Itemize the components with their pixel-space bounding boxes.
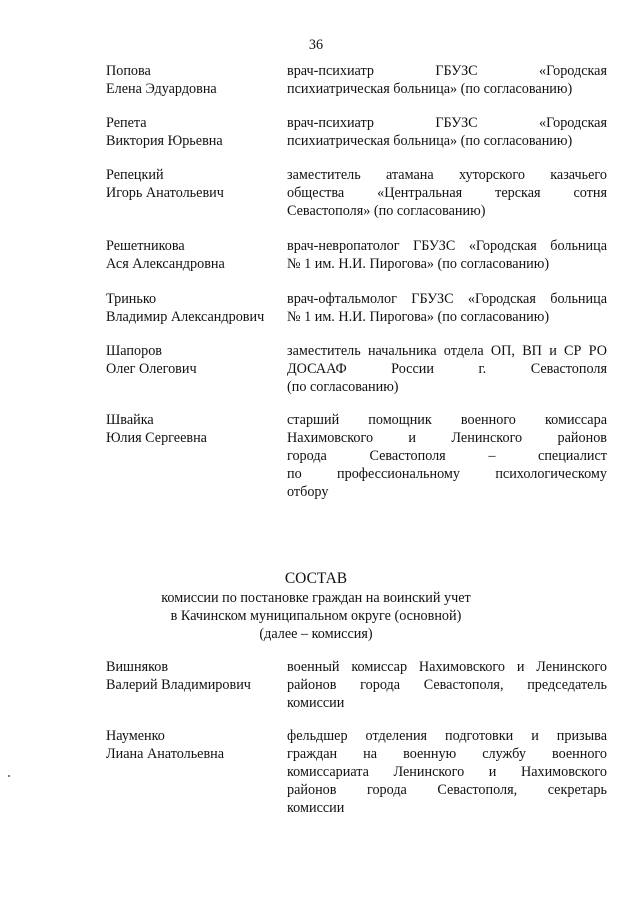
member-name [106,342,281,378]
role-line: фельдшер отделения подготовки и призыва [287,728,607,744]
member-surname: Швайка [106,412,154,428]
member-role [287,290,607,326]
member-role [287,342,607,396]
section-heading [0,569,632,643]
role-line: общества «Центральная терская сотня [287,185,607,201]
role-line: комиссии [287,695,345,711]
role-line: по профессиональному психологическому [287,466,607,482]
role-line: старший помощник военного комиссара [287,412,607,428]
role-line: врач-психиатр ГБУЗС «Городская [287,115,607,131]
role-line: граждан на военную службу военного [287,746,607,762]
member-name [106,237,281,273]
role-line: военный комиссар Нахимовского и Ленинского [287,659,607,675]
member-given-names: Игорь Анатольевич [106,185,224,201]
heading-title: СОСТАВ [284,570,348,587]
role-line: психиатрическая больница» (по согласованию) [287,133,573,149]
role-line: Нахимовского и Ленинского районов [287,430,607,446]
member-given-names: Виктория Юрьевна [106,133,223,149]
member-given-names: Юлия Сергеевна [106,430,207,446]
heading-line: в Качинском муниципальном округе (основной) [170,608,462,624]
member-role [287,658,607,712]
role-line: № 1 им. Н.И. Пирогова» (по согласованию) [287,309,550,325]
member-role [287,411,607,501]
member-name [106,658,281,694]
member-surname: Науменко [106,728,165,744]
role-line: № 1 им. Н.И. Пирогова» (по согласованию) [287,256,550,272]
role-line: врач-невропатолог ГБУЗС «Городская больница [287,238,607,254]
role-line: заместитель атамана хуторского казачьего [287,167,607,183]
member-surname: Попова [106,63,151,79]
page-number: 36 [308,37,324,53]
heading-line: комиссии по постановке граждан на воинский учет [161,590,471,606]
member-role [287,62,607,98]
member-given-names: Валерий Владимирович [106,677,251,693]
member-surname: Шапоров [106,343,162,359]
member-role [287,237,607,273]
member-role [287,166,607,220]
member-surname: Репецкий [106,167,164,183]
member-given-names: Ася Александровна [106,256,225,272]
role-line: врач-офтальмолог ГБУЗС «Городская больница [287,291,607,307]
member-name [106,411,281,447]
member-name [106,290,281,326]
role-line: (по согласованию) [287,379,399,395]
role-line: заместитель начальника отдела ОП, ВП и СР РО [287,343,607,359]
heading-line: (далее – комиссия) [259,626,373,642]
member-given-names: Лиана Анатольевна [106,746,225,762]
role-line: отбору [287,484,329,500]
member-surname: Репета [106,115,147,131]
member-given-names: Елена Эдуардовна [106,81,217,97]
member-surname: Тринько [106,291,157,307]
member-surname: Вишняков [106,659,169,675]
member-name [106,114,281,150]
role-line: районов города Севастополя, секретарь [287,782,607,798]
role-line: города Севастополя – специалист [287,448,607,464]
member-role [287,114,607,150]
role-line: врач-психиатр ГБУЗС «Городская [287,63,607,79]
member-given-names: Владимир Александрович [106,309,265,325]
member-name [106,62,281,98]
member-name [106,727,281,763]
role-line: комиссариата Ленинского и Нахимовского [287,764,607,780]
role-line: Севастополя» (по согласованию) [287,203,486,219]
member-name [106,166,281,202]
role-line: районов города Севастополя, председатель [287,677,607,693]
member-surname: Решетникова [106,238,185,254]
scan-speck [8,775,10,777]
member-given-names: Олег Олегович [106,361,197,377]
role-line: психиатрическая больница» (по согласованию) [287,81,573,97]
role-line: ДОСААФ России г. Севастополя [287,361,607,377]
role-line: комиссии [287,800,345,816]
member-role [287,727,607,817]
